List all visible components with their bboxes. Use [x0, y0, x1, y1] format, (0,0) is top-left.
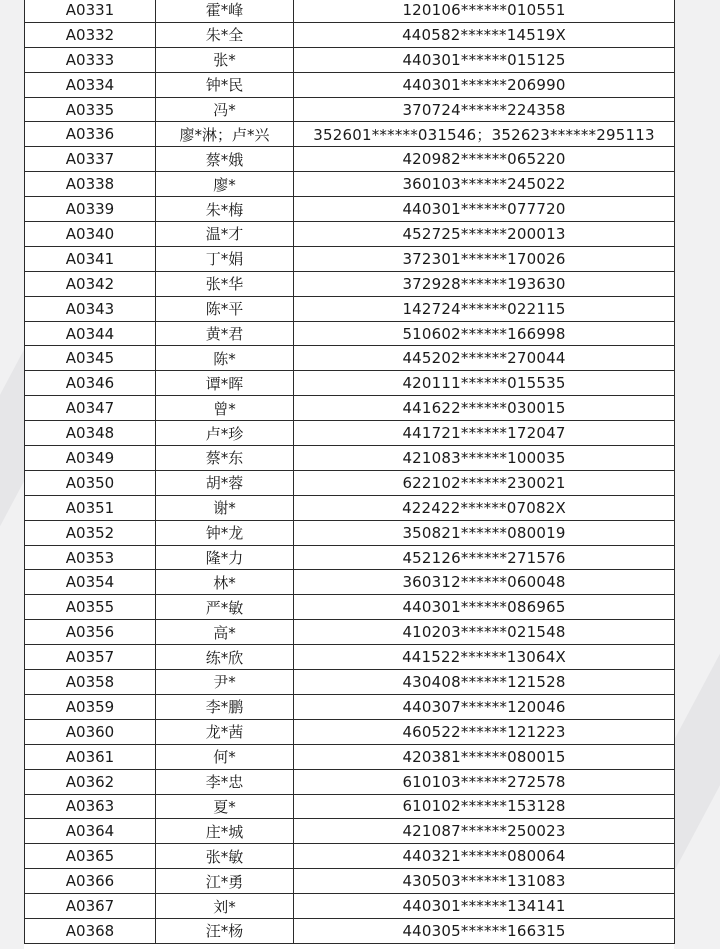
row-name-cell: 张*敏	[156, 844, 294, 869]
row-id-cell: A0343	[25, 296, 156, 321]
row-name-cell: 刘*	[156, 894, 294, 919]
row-cert-cell: 421083******100035	[294, 446, 675, 471]
row-name-cell: 廖*淋；卢*兴	[156, 122, 294, 147]
row-name-cell: 庄*城	[156, 819, 294, 844]
table-row	[25, 470, 675, 495]
row-cert-cell: 610103******272578	[294, 769, 675, 794]
row-cert-cell: 441622******030015	[294, 396, 675, 421]
row-id-cell: A0334	[25, 72, 156, 97]
row-name-cell: 林*	[156, 570, 294, 595]
row-cert-cell: 610102******153128	[294, 794, 675, 819]
table-row	[25, 0, 675, 22]
table-row	[25, 122, 675, 147]
row-cert-cell: 360103******245022	[294, 172, 675, 197]
row-id-cell: A0344	[25, 321, 156, 346]
row-cert-cell: 430503******131083	[294, 869, 675, 894]
row-cert-cell: 350821******080019	[294, 520, 675, 545]
row-id-cell: A0341	[25, 246, 156, 271]
table-row	[25, 197, 675, 222]
row-cert-cell: 440307******120046	[294, 694, 675, 719]
row-name-cell: 隆*力	[156, 545, 294, 570]
row-name-cell: 丁*娟	[156, 246, 294, 271]
row-cert-cell: 622102******230021	[294, 470, 675, 495]
row-id-cell: A0353	[25, 545, 156, 570]
row-name-cell: 谢*	[156, 495, 294, 520]
row-cert-cell: 420381******080015	[294, 744, 675, 769]
table-row	[25, 371, 675, 396]
row-id-cell: A0350	[25, 470, 156, 495]
row-name-cell: 霍*峰	[156, 0, 294, 22]
table-row	[25, 794, 675, 819]
row-id-cell: A0361	[25, 744, 156, 769]
row-id-cell: A0363	[25, 794, 156, 819]
row-cert-cell: 421087******250023	[294, 819, 675, 844]
row-id-cell: A0333	[25, 47, 156, 72]
row-name-cell: 高*	[156, 620, 294, 645]
table-row	[25, 520, 675, 545]
row-id-cell: A0336	[25, 122, 156, 147]
row-cert-cell: 440301******015125	[294, 47, 675, 72]
row-id-cell: A0364	[25, 819, 156, 844]
row-id-cell: A0347	[25, 396, 156, 421]
row-id-cell: A0360	[25, 719, 156, 744]
table-row	[25, 222, 675, 247]
row-id-cell: A0338	[25, 172, 156, 197]
row-cert-cell: 441721******172047	[294, 421, 675, 446]
table-row	[25, 844, 675, 869]
row-name-cell: 张*	[156, 47, 294, 72]
row-id-cell: A0339	[25, 197, 156, 222]
row-name-cell: 何*	[156, 744, 294, 769]
table-row	[25, 147, 675, 172]
table-row	[25, 545, 675, 570]
row-name-cell: 龙*茜	[156, 719, 294, 744]
row-id-cell: A0349	[25, 446, 156, 471]
row-name-cell: 尹*	[156, 670, 294, 695]
row-cert-cell: 440301******206990	[294, 72, 675, 97]
table-row	[25, 346, 675, 371]
table-row	[25, 645, 675, 670]
row-name-cell: 陈*平	[156, 296, 294, 321]
row-name-cell: 江*勇	[156, 869, 294, 894]
row-id-cell: A0342	[25, 271, 156, 296]
row-name-cell: 李*鹏	[156, 694, 294, 719]
row-name-cell: 廖*	[156, 172, 294, 197]
table-row	[25, 421, 675, 446]
table-row	[25, 819, 675, 844]
table-row	[25, 72, 675, 97]
row-id-cell: A0337	[25, 147, 156, 172]
row-cert-cell: 422422******07082X	[294, 495, 675, 520]
row-name-cell: 卢*珍	[156, 421, 294, 446]
row-id-cell: A0356	[25, 620, 156, 645]
table-row	[25, 769, 675, 794]
row-cert-cell: 410203******021548	[294, 620, 675, 645]
row-id-cell: A0340	[25, 222, 156, 247]
row-name-cell: 钟*民	[156, 72, 294, 97]
table-row	[25, 620, 675, 645]
table-row	[25, 595, 675, 620]
row-id-cell: A0368	[25, 918, 156, 943]
table-row	[25, 47, 675, 72]
row-id-cell: A0358	[25, 670, 156, 695]
row-name-cell: 钟*龙	[156, 520, 294, 545]
table-row	[25, 894, 675, 919]
row-name-cell: 蔡*东	[156, 446, 294, 471]
row-name-cell: 夏*	[156, 794, 294, 819]
table-row	[25, 446, 675, 471]
row-id-cell: A0352	[25, 520, 156, 545]
table-row	[25, 918, 675, 943]
table-row	[25, 719, 675, 744]
row-name-cell: 温*才	[156, 222, 294, 247]
row-cert-cell: 372301******170026	[294, 246, 675, 271]
row-id-cell: A0359	[25, 694, 156, 719]
row-cert-cell: 420982******065220	[294, 147, 675, 172]
table-row	[25, 495, 675, 520]
table-row	[25, 22, 675, 47]
row-id-cell: A0345	[25, 346, 156, 371]
row-cert-cell: 440305******166315	[294, 918, 675, 943]
row-name-cell: 谭*晖	[156, 371, 294, 396]
row-cert-cell: 440301******086965	[294, 595, 675, 620]
row-cert-cell: 372928******193630	[294, 271, 675, 296]
row-cert-cell: 452126******271576	[294, 545, 675, 570]
row-name-cell: 蔡*娥	[156, 147, 294, 172]
row-id-cell: A0362	[25, 769, 156, 794]
row-name-cell: 练*欣	[156, 645, 294, 670]
row-name-cell: 黄*君	[156, 321, 294, 346]
row-id-cell: A0348	[25, 421, 156, 446]
row-id-cell: A0346	[25, 371, 156, 396]
row-name-cell: 汪*杨	[156, 918, 294, 943]
row-cert-cell: 120106******010551	[294, 0, 675, 22]
row-id-cell: A0367	[25, 894, 156, 919]
row-cert-cell: 445202******270044	[294, 346, 675, 371]
row-name-cell: 朱*全	[156, 22, 294, 47]
row-id-cell: A0365	[25, 844, 156, 869]
row-name-cell: 胡*蓉	[156, 470, 294, 495]
row-name-cell: 张*华	[156, 271, 294, 296]
row-name-cell: 李*忠	[156, 769, 294, 794]
table-row	[25, 694, 675, 719]
table-body	[25, 0, 675, 943]
row-name-cell: 朱*梅	[156, 197, 294, 222]
table-row	[25, 869, 675, 894]
row-cert-cell: 142724******022115	[294, 296, 675, 321]
table-row	[25, 97, 675, 122]
row-id-cell: A0357	[25, 645, 156, 670]
row-name-cell: 曾*	[156, 396, 294, 421]
row-id-cell: A0351	[25, 495, 156, 520]
table-row	[25, 321, 675, 346]
row-cert-cell: 510602******166998	[294, 321, 675, 346]
row-cert-cell: 352601******031546；352623******295113	[294, 122, 675, 147]
row-cert-cell: 441522******13064X	[294, 645, 675, 670]
row-name-cell: 严*敏	[156, 595, 294, 620]
table-row	[25, 172, 675, 197]
row-id-cell: A0335	[25, 97, 156, 122]
row-cert-cell: 452725******200013	[294, 222, 675, 247]
row-id-cell: A0355	[25, 595, 156, 620]
table-row	[25, 670, 675, 695]
row-name-cell: 冯*	[156, 97, 294, 122]
row-cert-cell: 440582******14519X	[294, 22, 675, 47]
row-id-cell: A0331	[25, 0, 156, 22]
row-cert-cell: 440301******077720	[294, 197, 675, 222]
table-row	[25, 744, 675, 769]
row-id-cell: A0354	[25, 570, 156, 595]
table-row	[25, 396, 675, 421]
row-cert-cell: 460522******121223	[294, 719, 675, 744]
registration-table	[24, 0, 675, 944]
row-cert-cell: 360312******060048	[294, 570, 675, 595]
table-row	[25, 570, 675, 595]
row-id-cell: A0332	[25, 22, 156, 47]
row-id-cell: A0366	[25, 869, 156, 894]
row-cert-cell: 440321******080064	[294, 844, 675, 869]
table-row	[25, 246, 675, 271]
row-cert-cell: 370724******224358	[294, 97, 675, 122]
row-cert-cell: 440301******134141	[294, 894, 675, 919]
row-cert-cell: 430408******121528	[294, 670, 675, 695]
row-cert-cell: 420111******015535	[294, 371, 675, 396]
table-row	[25, 271, 675, 296]
row-name-cell: 陈*	[156, 346, 294, 371]
table-row	[25, 296, 675, 321]
